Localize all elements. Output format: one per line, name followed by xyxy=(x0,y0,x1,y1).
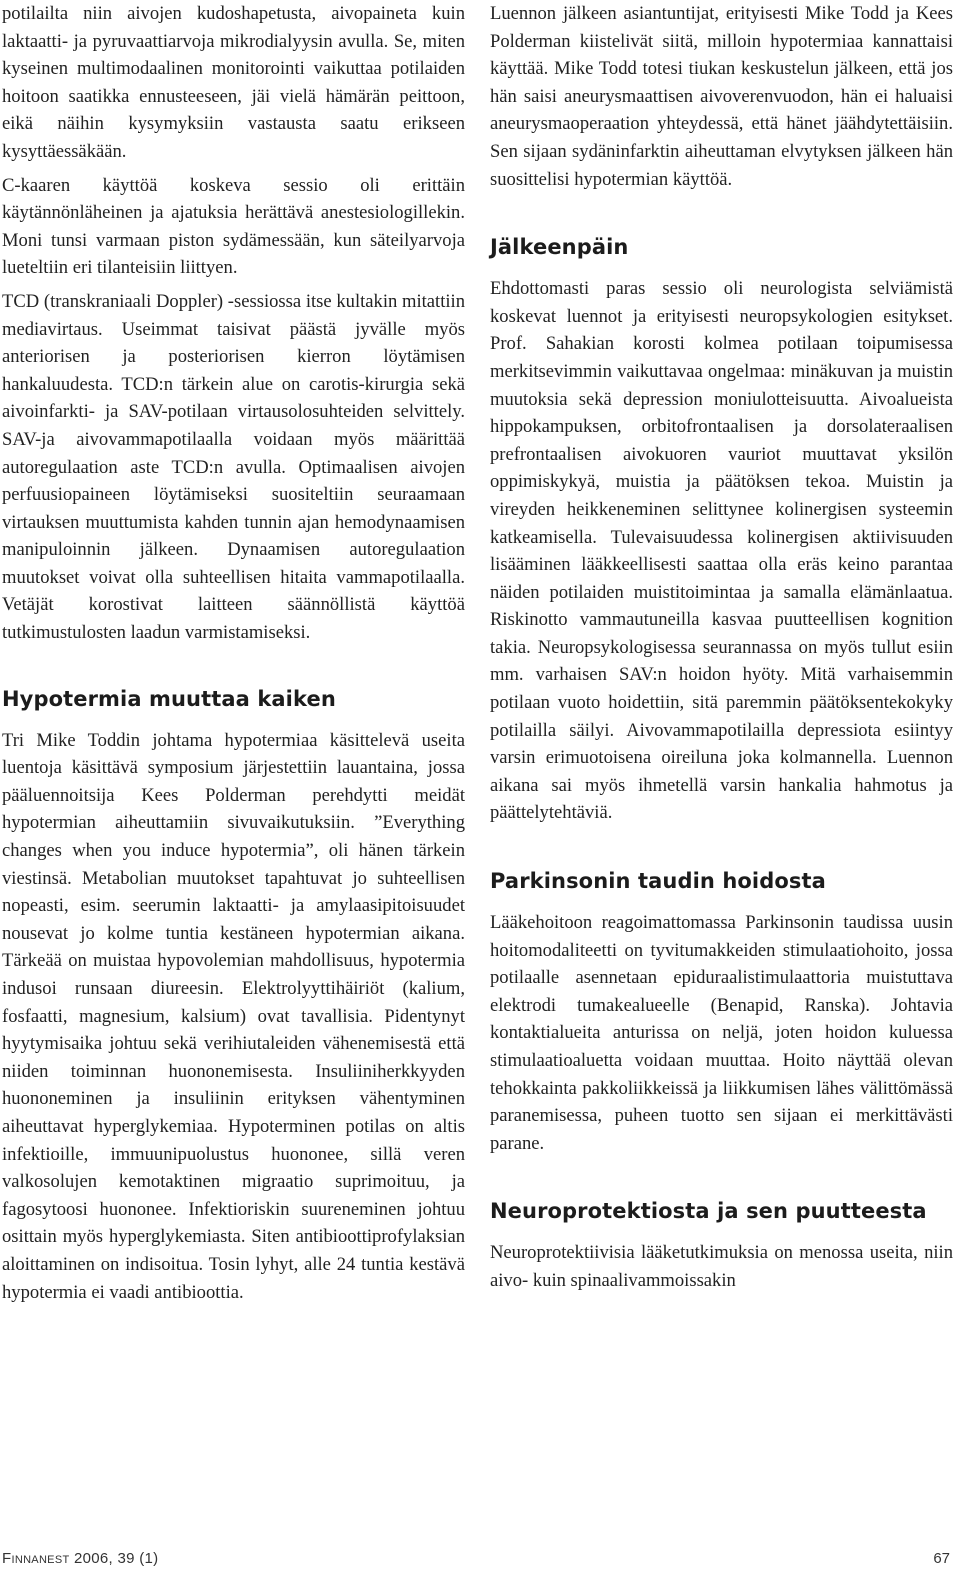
journal-citation: Finnanest 2006, 39 (1) xyxy=(2,1550,159,1567)
section-heading-parkinson: Parkinsonin taudin hoidosta xyxy=(490,869,826,894)
section-heading-hypotermia: Hypotermia muuttaa kaiken xyxy=(2,686,336,711)
body-paragraph: TCD (transkraniaali Doppler) -sessiossa itse kultakin mitattiin mediavirtaus. Useimmat taisivat päästä jyvälle myös anteriorisen ja posteriorisen kierron löytämisen hankaluudesta. TCD:n tärkein alue on carotis-kirurgia sekä aivoinfarkti- ja SAV-potilaan virtausolosuhteiden selvittely. SAV-ja aivovammapotilaalla voidaan myös määrittää autoregulaation aste TCD:n avulla. Optimaalisen aivojen perfuusiopaineen löytämiseksi suositeltiin seuraamaan virtauksen muuttumista kahden tunnin ajan hemodynaamisen manipuloinnin jälkeen. Dynaamisen autoregulaation muutokset voivat olla suhteellisen hitaita vammapotilaalla. Vetäjät korostivat laitteen säännöllistä käyttöä tutkimustulosten laadun varmistamiseksi. xyxy=(2,290,465,644)
page-number: 67 xyxy=(933,1550,950,1567)
body-paragraph: Tri Mike Toddin johtama hypotermiaa käsittelevä useita luentoja käsittävä symposium järjestettiin lauantaina, jossa pääluennoitsija Kees Polderman perehdytti meidät hypotermian aiheuttamiin sivuvaikutuksiin. ”Everything changes when you induce hypotermia”, oli hänen tärkein viestinsä. Metabolian muutokset tapahtuvat jo suhteellisen nopeasti, esim. seerumin laktaatti- ja amylaasipitoisuudet nousevat jo kolme tuntia kestäneen hypotermian aikana. Tärkeää on muistaa hypovolemian mahdollisuus, hypotermia indusoi runsaan diureesin. Elektrolyyttihäiriöt (kalium, fosfaatti, magnesium, kalsium) ovat tavallisia. Pidentynyt hyytymisaika johtuu sekä verihiutaleiden vähenemisestä että niiden toiminnan huononemisesta. Insuliiniherkkyyden huononeminen ja insuliinin erityksen vähentyminen aiheuttavat hyperglykemiaa. Hypoterminen potilas on altis infektioille, immuunipuolustus huononee, sillä veren valkosolujen kemotaktinen migraatio suprimoituu, ja fagosytoosi huononee. Infektioriskin suureneminen johtuu osittain myös hyperglykemiasta. Siten antibioottiprofylaksian aloittaminen on indisoitua. Tosin lyhyt, alle 24 tuntia kestävä hypotermia ei vaadi antibioottia. xyxy=(2,729,465,1303)
body-paragraph: Neuroprotektiivisia lääketutkimuksia on menossa useita, niin aivo- kuin spinaalivammoissakin xyxy=(490,1242,953,1291)
right-column xyxy=(490,0,953,1301)
body-paragraph: Ehdottomasti paras sessio oli neurologista selviämistä koskevat luennot ja erityisesti neuropsykologien esitykset. Prof. Sahakian korosti kolmea potilaan toipumisessa merkitsevimmin vaikuttavaa ongelmaa: minäkuvan ja muistin muutoksia sekä depression moniulotteisuutta. Aivoalueista hippokampuksen, orbitofrontaalisen ja dorsolateraalisen prefrontaalisen aivokuoren vauriot muuttavat yksilön oppimiskykyä, muistia ja päätöksen tekoa. Muistin ja vireyden heikkeneminen selittynee kolinergisen systeemin katkeamisella. Tulevaisuudessa kolinergisen aktiivisuuden lisääminen lääkkeellisesti saattaa olla eräs keino parantaa näiden potilaiden muistitoimintaa ja samalla elämänlaatua. Riskinotto vammautuneilla kasvaa puutteellisen kognition takia. Neuropsykologisessa seurannassa on myös tullut esiin mm. varhaisen SAV:n hoidon hyöty. Mitä varhaisemmin potilaan vuoto hoidettiin, sitä paremmin päätöksentekokyky potilailla säilyi. Aivovammapotilailla depressiota esiintyy varsin erimuotoisena oireiluna joka kolmannella. Luennon aikana sai myös ihmetellä varsin hankalia hahmotus ja päättelytehtäviä. xyxy=(490,278,953,824)
body-paragraph: Lääkehoitoon reagoimattomassa Parkinsonin taudissa uusin hoitomodaliteetti on tyvitumakkeiden stimulaatiohoito, jossa potilaalle asennetaan epiduraalistimulaattoria muistuttava elektrodi tumakealueelle (Benapid, Ranska). Johtavia kontaktialueita anturissa on neljä, joten hoidon kuluessa stimulaatioaluetta voidaan muuttaa. Hoito näyttää olevan tehokkainta pakkoliikkeissä ja liikkumisen lähes välittömässä paranemisessa, puheen tuotto sen sijaan ei merkittävästi parane. xyxy=(490,912,953,1154)
section-heading-neuroprotektio: Neuroprotektiosta ja sen puutteesta xyxy=(490,1199,927,1224)
body-paragraph: potilailta niin aivojen kudoshapetusta, aivopaineta kuin laktaatti- ja pyruvaattiarvoja mikrodialyysin avulla. Se, miten kyseinen multimodaalinen monitorointi vaikuttaa potilaiden hoitoon saatikka ennusteeseen, jäi vielä hämärän peittoon, eikä näihin kysymyksiin vastausta saatu erikseen kysyttäessäkään. xyxy=(2,3,465,162)
left-column xyxy=(2,0,465,1312)
page-footer xyxy=(2,1546,950,1572)
body-paragraph: C-kaaren käyttöä koskeva sessio oli erittäin käytännönläheinen ja ajatuksia herättävä anestesiologillekin. Moni tunsi varmaan piston sydämessään, kun säteilyarvoja lueteltiin eri tilanteisiin liittyen. xyxy=(2,174,465,279)
body-paragraph: Luennon jälkeen asiantuntijat, erityisesti Mike Todd ja Kees Polderman kiistelivät siitä, milloin hypotermiaa kannattaisi käyttää. Mike Todd totesi tiukan keskustelun jälkeen, että jos hän saisi aneurysmaattisen aivoverenvuodon, hän ei haluaisi aneurysmaoperaation yhteydessä, että hänet jäähdytettäisiin. Sen sijaan sydäninfarktin aiheuttaman elvytyksen jälkeen hän suosittelisi hypotermian käyttöä. xyxy=(490,3,953,190)
section-heading-jalkeenpain: Jälkeenpäin xyxy=(490,235,629,260)
